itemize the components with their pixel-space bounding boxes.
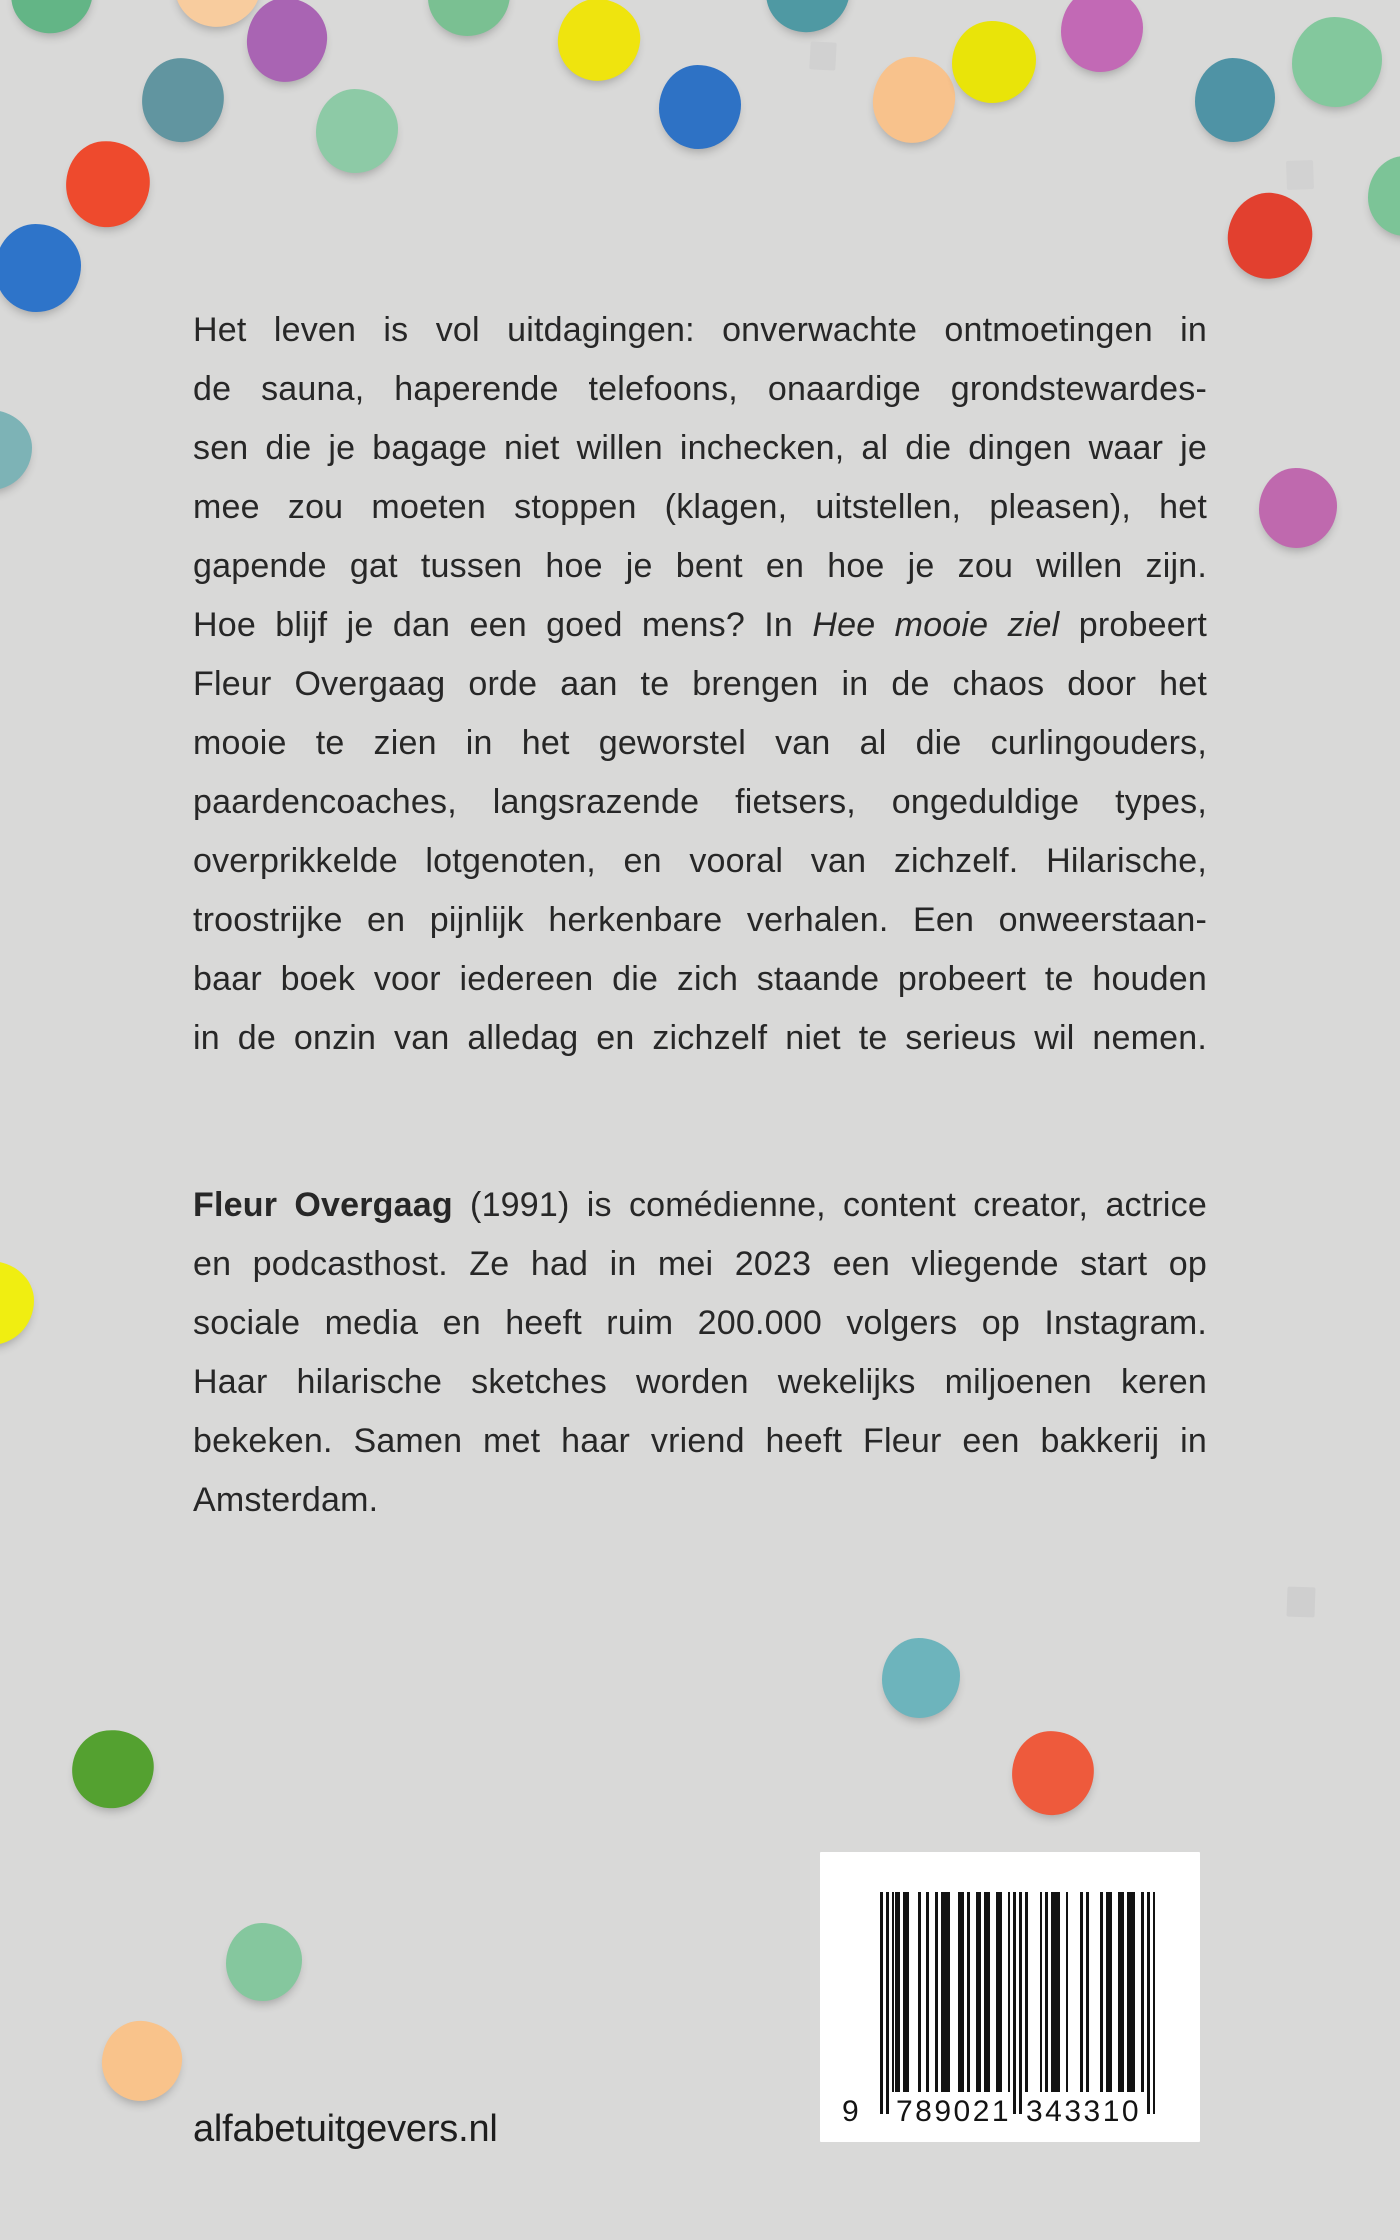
confetti-dot-light-green [1292, 17, 1382, 107]
confetti-gray-square [1286, 160, 1314, 190]
confetti-dot-yellow [554, 0, 644, 85]
barcode-bar [999, 1892, 1002, 2092]
confetti-dot-royal-blue [659, 65, 741, 149]
confetti-dot-mint-bottom [226, 1923, 302, 2001]
barcode-bar [918, 1892, 921, 2092]
text-line: mooie te zien in het geworstel van al die curlingouders, [193, 724, 1207, 762]
text-line: Haar hilarische sketches worden wekelijks miljoenen keren [193, 1363, 1207, 1401]
barcode-bar [880, 1892, 883, 2114]
barcode-bar [979, 1892, 982, 2092]
confetti-dot-peach-right [870, 54, 958, 146]
barcode-bar [906, 1892, 909, 2092]
barcode-bar [1086, 1892, 1089, 2092]
barcode-bar [1025, 1892, 1028, 2092]
confetti-dot-green [6, 0, 98, 38]
text-line: en podcasthost. Ze had in mei 2023 een vliegende start op [193, 1245, 1207, 1283]
author-bio-text [193, 1176, 1207, 1530]
barcode-bar [935, 1892, 938, 2092]
confetti-dot-peach-bottom [100, 2019, 184, 2103]
confetti-dot-blue [0, 224, 81, 312]
barcode-bar [987, 1892, 990, 2092]
text-line: baar boek voor iedereen die zich staande probeert te houden [193, 960, 1207, 998]
confetti-dot-teal-half [0, 410, 32, 490]
confetti-gray-square [1286, 1587, 1315, 1618]
text-line: gapende gat tussen hoe je bent en hoe je zou willen zijn. [193, 547, 1207, 585]
barcode-bar [1019, 1892, 1022, 2114]
confetti-dot-red-orange [62, 138, 153, 231]
confetti-dot-tomato [1009, 1728, 1097, 1818]
confetti-dot-sea-green [428, 0, 510, 36]
barcode-bar [1121, 1892, 1124, 2092]
barcode-bar [1045, 1892, 1048, 2092]
isbn-barcode [820, 1852, 1200, 2142]
confetti-dot-bright-yellow [952, 21, 1036, 103]
text-line: paardencoaches, langsrazende fietsers, ongeduldige types, [193, 783, 1207, 821]
confetti-dot-red [1222, 188, 1317, 285]
barcode-bar [1057, 1892, 1060, 2092]
text-line: Hoe blijf je dan een goed mens? In Hee mooie ziel probeert [193, 606, 1208, 644]
confetti-dot-magenta [1259, 468, 1337, 548]
barcode-bar [1153, 1892, 1156, 2114]
barcode-bar [886, 1892, 889, 2114]
confetti-dot-yellow-half [0, 1261, 34, 1345]
text-line: Het leven is vol uitdagingen: onverwachte ontmoetingen in [193, 311, 1207, 349]
text-line: in de onzin van alledag en zichzelf niet te serieus wil nemen. [193, 1019, 1207, 1057]
barcode-bar [926, 1892, 929, 2092]
barcode-bar [961, 1892, 964, 2092]
text-line: Fleur Overgaag orde aan te brengen in de chaos door het [193, 665, 1207, 703]
confetti-dot-teal-mid [882, 1638, 960, 1718]
synopsis-text [193, 301, 1207, 1068]
text-line: sen die je bagage niet willen inchecken, al die dingen waar je [193, 429, 1207, 467]
confetti-dot-orchid [1061, 0, 1143, 72]
text-line: troostrijke en pijnlijk herkenbare verhalen. Een onweerstaan- [193, 901, 1207, 939]
barcode-bar [1132, 1892, 1135, 2092]
barcode-digit-lead: 9 [842, 2095, 862, 2128]
text-line: mee zou moeten stoppen (klagen, uitstellen, pleasen), het [193, 488, 1207, 526]
confetti-dot-teal [762, 0, 854, 36]
barcode-bar [1109, 1892, 1112, 2092]
text-line: bekeken. Samen met haar vriend heeft Fleur een bakkerij in [193, 1422, 1207, 1460]
barcode-bar [947, 1892, 950, 2092]
barcode-bar [897, 1892, 900, 2092]
publisher-url: alfabetuitgevers.nl [193, 2108, 498, 2150]
barcode-bar [1100, 1892, 1103, 2092]
text-line: overprikkelde lotgenoten, en vooral van zichzelf. Hilarische, [193, 842, 1207, 880]
text-line: de sauna, haperende telefoons, onaardige grondstewardes- [193, 370, 1207, 408]
barcode-bar [1141, 1892, 1144, 2092]
confetti-dot-green-edge [1368, 156, 1400, 236]
confetti-dot-mint [316, 89, 398, 173]
text-line: Fleur Overgaag (1991) is comédienne, content creator, actrice [193, 1186, 1207, 1224]
barcode-digit-group2: 343310 [1026, 2095, 1142, 2128]
text-line: sociale media en heeft ruim 200.000 volgers op Instagram. [193, 1304, 1207, 1342]
confetti-dot-slate-teal [139, 55, 227, 145]
barcode-bar [1066, 1892, 1069, 2092]
confetti-dot-grass-green [68, 1726, 158, 1812]
barcode-bar [1080, 1892, 1083, 2092]
confetti-dot-purple [245, 0, 329, 84]
barcode-bar [1040, 1892, 1043, 2092]
confetti-gray-square [809, 41, 836, 70]
barcode-bar [1147, 1892, 1150, 2114]
text-line: Amsterdam. [193, 1481, 379, 1519]
barcode-digit-group1: 789021 [896, 2095, 1012, 2128]
barcode-bar [1013, 1892, 1016, 2114]
barcode-bar [967, 1892, 970, 2092]
barcode-bar [1008, 1892, 1011, 2092]
confetti-dot-steel-teal [1195, 58, 1275, 142]
